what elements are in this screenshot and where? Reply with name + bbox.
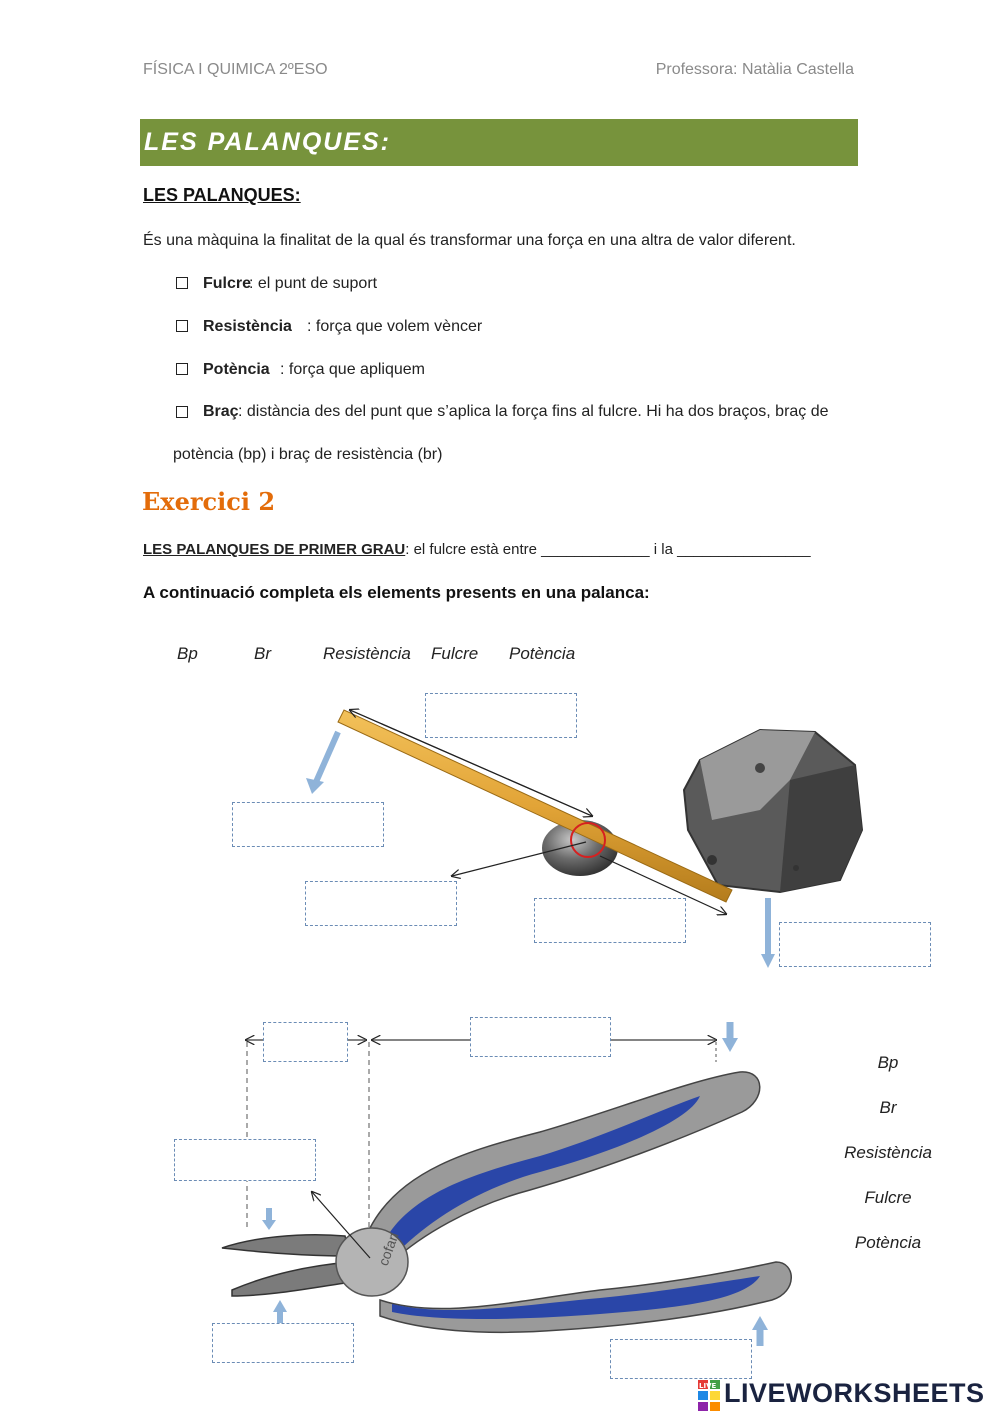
title-banner bbox=[140, 119, 858, 166]
term-potencia: Potència bbox=[203, 361, 270, 378]
term-fulcre: Fulcre bbox=[203, 275, 252, 292]
answer-box-br[interactable] bbox=[534, 898, 686, 943]
side-word-fulcre: Fulcre bbox=[864, 1188, 912, 1207]
lever-bar-icon bbox=[338, 710, 732, 902]
checkbox-icon bbox=[176, 277, 188, 289]
force-arrow-up-icon bbox=[752, 1316, 768, 1346]
checkbox-icon bbox=[176, 320, 188, 332]
answer-box-bp[interactable] bbox=[425, 693, 577, 738]
answer-box-br[interactable] bbox=[263, 1022, 348, 1062]
word-bp: Bp bbox=[177, 644, 198, 663]
logo-badge-text: LIVE bbox=[699, 1382, 717, 1390]
pliers-jaw-icon bbox=[232, 1262, 352, 1296]
force-arrow-down-icon bbox=[262, 1208, 276, 1230]
header-teacher: Professora: Natàlia Castella bbox=[655, 61, 854, 78]
side-word-potencia: Potència bbox=[854, 1233, 922, 1252]
instruction-text: A continuació completa els elements presents en una palanca: bbox=[143, 583, 650, 602]
word-resistencia: Resistència bbox=[323, 644, 411, 663]
banner-title: LES PALANQUES: bbox=[144, 128, 391, 156]
header-subject: FÍSICA I QUIMICA 2ºESO bbox=[143, 61, 328, 78]
answer-box-potencia[interactable] bbox=[232, 802, 384, 847]
footer-brand[interactable]: LIVEWORKSHEETS bbox=[724, 1378, 985, 1408]
section-heading: LES PALANQUES: bbox=[143, 185, 301, 205]
answer-box-resistencia[interactable] bbox=[212, 1323, 354, 1363]
pliers-handle-icon bbox=[380, 1262, 791, 1332]
liveworksheets-logo-icon bbox=[698, 1378, 722, 1412]
force-arrow-down-icon bbox=[722, 1022, 738, 1052]
desc-brac: : distància des del punt que s’aplica la força fins al fulcre. Hi ha dos braços, braç de bbox=[238, 403, 829, 420]
word-br: Br bbox=[254, 644, 271, 663]
word-fulcre: Fulcre bbox=[431, 644, 479, 663]
side-word-bp: Bp bbox=[877, 1053, 899, 1072]
answer-box-bp[interactable] bbox=[470, 1017, 611, 1057]
answer-box-fulcre[interactable] bbox=[305, 881, 457, 926]
exercise-title: Exercici 2 bbox=[142, 487, 276, 516]
pliers-jaw-icon bbox=[222, 1235, 350, 1256]
answer-box-potencia[interactable] bbox=[610, 1339, 752, 1379]
force-arrow-down-icon bbox=[306, 732, 338, 794]
word-potencia: Potència bbox=[509, 644, 576, 663]
desc-fulcre: : el punt de suport bbox=[249, 275, 378, 292]
checkbox-icon bbox=[176, 406, 188, 418]
desc-potencia: : força que apliquem bbox=[280, 361, 425, 378]
term-brac: Braç bbox=[203, 403, 239, 420]
first-degree-sentence bbox=[143, 541, 811, 558]
first-degree-label: LES PALANQUES DE PRIMER GRAU bbox=[143, 541, 406, 558]
force-arrow-down-icon bbox=[761, 898, 775, 968]
first-degree-text: : el fulcre està entre _____________ i la ________________ bbox=[405, 541, 811, 558]
rock-icon bbox=[684, 730, 862, 892]
desc-resistencia: : força que volem vèncer bbox=[307, 318, 483, 335]
pliers-handle-icon bbox=[370, 1072, 760, 1262]
answer-box-fulcre[interactable] bbox=[174, 1139, 316, 1181]
side-word-br: Br bbox=[879, 1098, 897, 1117]
term-resistencia: Resistència bbox=[203, 318, 292, 335]
desc-brac-continued: potència (bp) i braç de resistència (br) bbox=[173, 446, 443, 463]
pliers-brand-text: cofan bbox=[374, 1230, 402, 1268]
checkbox-icon bbox=[176, 363, 188, 375]
answer-box-resistencia[interactable] bbox=[779, 922, 931, 967]
intro-text: És una màquina la finalitat de la qual és transformar una força en una altra de valor diferent. bbox=[143, 232, 796, 249]
side-word-resistencia: Resistència bbox=[844, 1143, 932, 1162]
